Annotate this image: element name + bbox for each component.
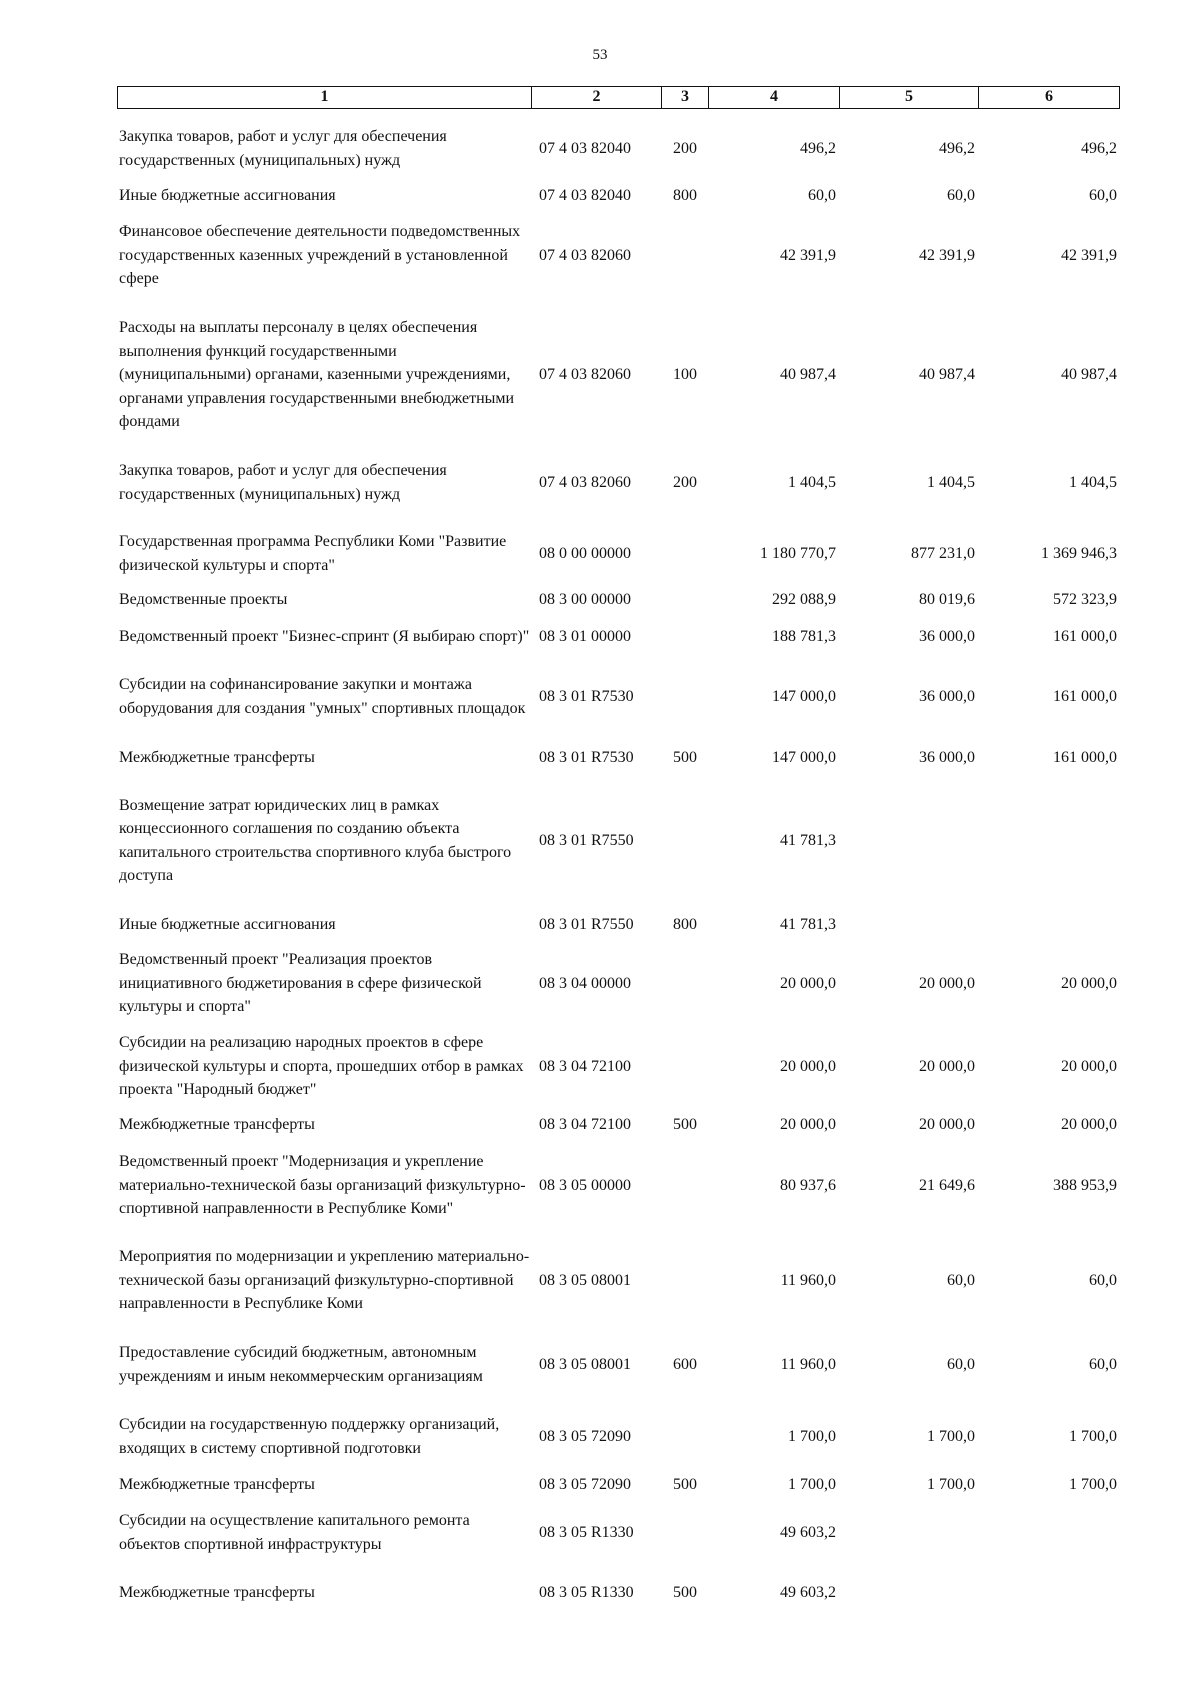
row-type: 200 (673, 139, 697, 157)
row-value-1: 292 088,9 (772, 591, 836, 609)
row-code: 08 3 01 R7530 (539, 687, 634, 705)
row-value-3: 60,0 (1089, 1271, 1117, 1289)
header-col-2: 2 (532, 87, 662, 108)
row-value-3: 1 369 946,3 (1041, 544, 1117, 562)
row-value-3: 1 700,0 (1069, 1476, 1117, 1494)
header-col-1: 1 (118, 87, 532, 108)
row-name: Ведомственный проект "Реализация проектов инициативного бюджетирования в сфере физической культуры и спорта" (119, 951, 482, 1016)
row-value-2: 40 987,4 (919, 366, 975, 384)
row-value-3: 60,0 (1089, 1355, 1117, 1373)
table-row (117, 913, 1120, 937)
row-value-2: 36 000,0 (919, 749, 975, 767)
table-row (117, 125, 1120, 172)
row-type: 500 (673, 1584, 697, 1602)
row-name: Иные бюджетные ассигнования (119, 187, 336, 205)
row-value-3: 42 391,9 (1061, 246, 1117, 264)
row-value-2: 1 700,0 (927, 1476, 975, 1494)
row-name: Предоставление субсидий бюджетным, автономным учреждениям и иным некоммерческим организациям (119, 1344, 483, 1385)
row-value-3: 60,0 (1089, 187, 1117, 205)
table-row (117, 613, 1120, 660)
row-name: Ведомственный проект "Бизнес-спринт (Я выбираю спорт)" (119, 627, 530, 645)
row-value-1: 80 937,6 (780, 1176, 836, 1194)
row-name: Межбюджетные трансферты (119, 1584, 315, 1602)
table-row (117, 1138, 1120, 1233)
row-name: Межбюджетные трансферты (119, 749, 315, 767)
page-number: 53 (592, 47, 608, 63)
row-code: 07 4 03 82040 (539, 139, 631, 157)
table-row (117, 793, 1120, 888)
row-value-3: 1 404,5 (1069, 473, 1117, 491)
row-value-3: 161 000,0 (1053, 627, 1117, 645)
row-name: Иные бюджетные ассигнования (119, 916, 336, 934)
row-value-2: 1 404,5 (927, 473, 975, 491)
row-code: 08 3 05 72090 (539, 1427, 631, 1445)
table-row (117, 1473, 1120, 1497)
row-code: 08 0 00 00000 (539, 544, 631, 562)
row-value-2: 60,0 (947, 187, 975, 205)
row-type: 200 (673, 473, 697, 491)
table-row (117, 316, 1120, 434)
row-name: Субсидии на реализацию народных проектов в сфере физической культуры и спорта, прошедших отбор в рамках проекта "Народный бюджет" (119, 1034, 524, 1099)
row-value-2: 20 000,0 (919, 1057, 975, 1075)
row-name: Финансовое обеспечение деятельности подведомственных государственных казенных учреждений в установленной сфере (119, 223, 521, 288)
row-name: Расходы на выплаты персоналу в целях обеспечения выполнения функций государственными (муниципальными) органами, казенными учреждениями, органами управления государственными внебюджетными фондами (119, 319, 515, 431)
row-code: 08 3 05 00000 (539, 1176, 631, 1194)
header-col-6: 6 (1045, 88, 1053, 105)
table-row (117, 588, 1120, 612)
row-value-1: 147 000,0 (772, 687, 836, 705)
row-value-1: 60,0 (808, 187, 836, 205)
row-value-3: 20 000,0 (1061, 1116, 1117, 1134)
row-name: Государственная программа Республики Коми "Развитие физической культуры и спорта" (119, 533, 507, 574)
row-value-1: 41 781,3 (780, 831, 836, 849)
row-value-2: 877 231,0 (911, 544, 975, 562)
row-value-3: 388 953,9 (1053, 1176, 1117, 1194)
row-value-1: 1 404,5 (788, 473, 836, 491)
row-name: Ведомственный проект "Модернизация и укрепление материально-технической базы организаций физкультурно-спортивной направленности в Республике Коми" (119, 1153, 526, 1218)
table-row (117, 1509, 1120, 1556)
row-code: 08 3 05 08001 (539, 1271, 631, 1289)
row-name: Возмещение затрат юридических лиц в рамках концессионного соглашения по созданию объекта капитального строительства спортивного клуба быстрого доступа (119, 796, 512, 884)
row-value-2: 36 000,0 (919, 627, 975, 645)
row-value-2: 496,2 (939, 139, 975, 157)
row-value-3: 40 987,4 (1061, 366, 1117, 384)
table-row (117, 746, 1120, 770)
row-code: 07 4 03 82060 (539, 473, 631, 491)
row-code: 08 3 05 R1330 (539, 1584, 634, 1602)
row-value-2: 20 000,0 (919, 974, 975, 992)
table-row (117, 459, 1120, 506)
header-col-5: 5 (840, 87, 979, 108)
row-value-1: 11 960,0 (780, 1355, 836, 1373)
row-code: 07 4 03 82060 (539, 246, 631, 264)
row-name: Межбюджетные трансферты (119, 1116, 315, 1134)
row-value-1: 49 603,2 (780, 1584, 836, 1602)
row-value-1: 11 960,0 (780, 1271, 836, 1289)
row-value-3: 496,2 (1081, 139, 1117, 157)
row-value-2: 36 000,0 (919, 687, 975, 705)
table-row (117, 1401, 1120, 1472)
row-type: 600 (673, 1355, 697, 1373)
row-type: 500 (673, 1476, 697, 1494)
row-value-3: 20 000,0 (1061, 1057, 1117, 1075)
row-value-3: 20 000,0 (1061, 974, 1117, 992)
table-row (117, 1329, 1120, 1400)
row-value-3: 161 000,0 (1053, 749, 1117, 767)
row-code: 08 3 00 00000 (539, 591, 631, 609)
row-value-2: 1 700,0 (927, 1427, 975, 1445)
row-code: 08 3 05 R1330 (539, 1523, 634, 1541)
row-value-1: 1 700,0 (788, 1476, 836, 1494)
table-row (117, 530, 1120, 577)
row-name: Закупка товаров, работ и услуг для обеспечения государственных (муниципальных) нужд (119, 128, 447, 169)
row-value-1: 42 391,9 (780, 246, 836, 264)
table-row (117, 661, 1120, 732)
table-row (117, 1233, 1120, 1328)
row-value-1: 49 603,2 (780, 1523, 836, 1541)
row-name: Закупка товаров, работ и услуг для обеспечения государственных (муниципальных) нужд (119, 462, 447, 503)
row-value-2: 80 019,6 (919, 591, 975, 609)
row-code: 08 3 04 72100 (539, 1116, 631, 1134)
row-code: 08 3 05 72090 (539, 1476, 631, 1494)
row-name: Субсидии на государственную поддержку организаций, входящих в систему спортивной подготовки (119, 1416, 500, 1457)
row-value-3: 161 000,0 (1053, 687, 1117, 705)
table-row (117, 948, 1120, 1019)
row-code: 08 3 04 00000 (539, 974, 631, 992)
row-value-2: 21 649,6 (919, 1176, 975, 1194)
row-value-1: 496,2 (800, 139, 836, 157)
row-value-1: 40 987,4 (780, 366, 836, 384)
table-row (117, 184, 1120, 208)
row-name: Субсидии на осуществление капитального ремонта объектов спортивной инфраструктуры (119, 1512, 470, 1553)
row-value-1: 147 000,0 (772, 749, 836, 767)
row-name: Межбюджетные трансферты (119, 1476, 315, 1494)
row-value-2: 60,0 (947, 1271, 975, 1289)
row-code: 08 3 05 08001 (539, 1355, 631, 1373)
row-type: 100 (673, 366, 697, 384)
row-value-2: 20 000,0 (919, 1116, 975, 1134)
row-code: 08 3 01 00000 (539, 627, 631, 645)
row-value-1: 20 000,0 (780, 974, 836, 992)
row-code: 08 3 01 R7550 (539, 916, 634, 934)
table-row (117, 1581, 1120, 1605)
row-code: 07 4 03 82060 (539, 366, 631, 384)
row-value-1: 1 180 770,7 (760, 544, 836, 562)
row-name: Мероприятия по модернизации и укреплению материально-технической базы организаций физкультурно-спортивной направленности в Республике Коми (119, 1248, 530, 1313)
row-code: 08 3 01 R7530 (539, 749, 634, 767)
row-value-1: 1 700,0 (788, 1427, 836, 1445)
row-name: Ведомственные проекты (119, 591, 288, 609)
row-value-1: 20 000,0 (780, 1116, 836, 1134)
header-col-3: 3 (662, 87, 709, 108)
row-value-2: 60,0 (947, 1355, 975, 1373)
row-name: Субсидии на софинансирование закупки и монтажа оборудования для создания "умных" спортивных площадок (119, 676, 526, 717)
row-type: 500 (673, 749, 697, 767)
row-value-1: 20 000,0 (780, 1057, 836, 1075)
row-value-2: 42 391,9 (919, 246, 975, 264)
row-type: 500 (673, 1116, 697, 1134)
header-col-4: 4 (709, 87, 840, 108)
row-code: 08 3 01 R7550 (539, 831, 634, 849)
row-type: 800 (673, 916, 697, 934)
table-row (117, 1113, 1120, 1137)
row-type: 800 (673, 187, 697, 205)
row-value-1: 188 781,3 (772, 627, 836, 645)
table-row (117, 220, 1120, 291)
table-row (117, 1031, 1120, 1102)
row-value-3: 572 323,9 (1053, 591, 1117, 609)
row-value-3: 1 700,0 (1069, 1427, 1117, 1445)
row-value-1: 41 781,3 (780, 916, 836, 934)
row-code: 07 4 03 82040 (539, 187, 631, 205)
row-code: 08 3 04 72100 (539, 1057, 631, 1075)
